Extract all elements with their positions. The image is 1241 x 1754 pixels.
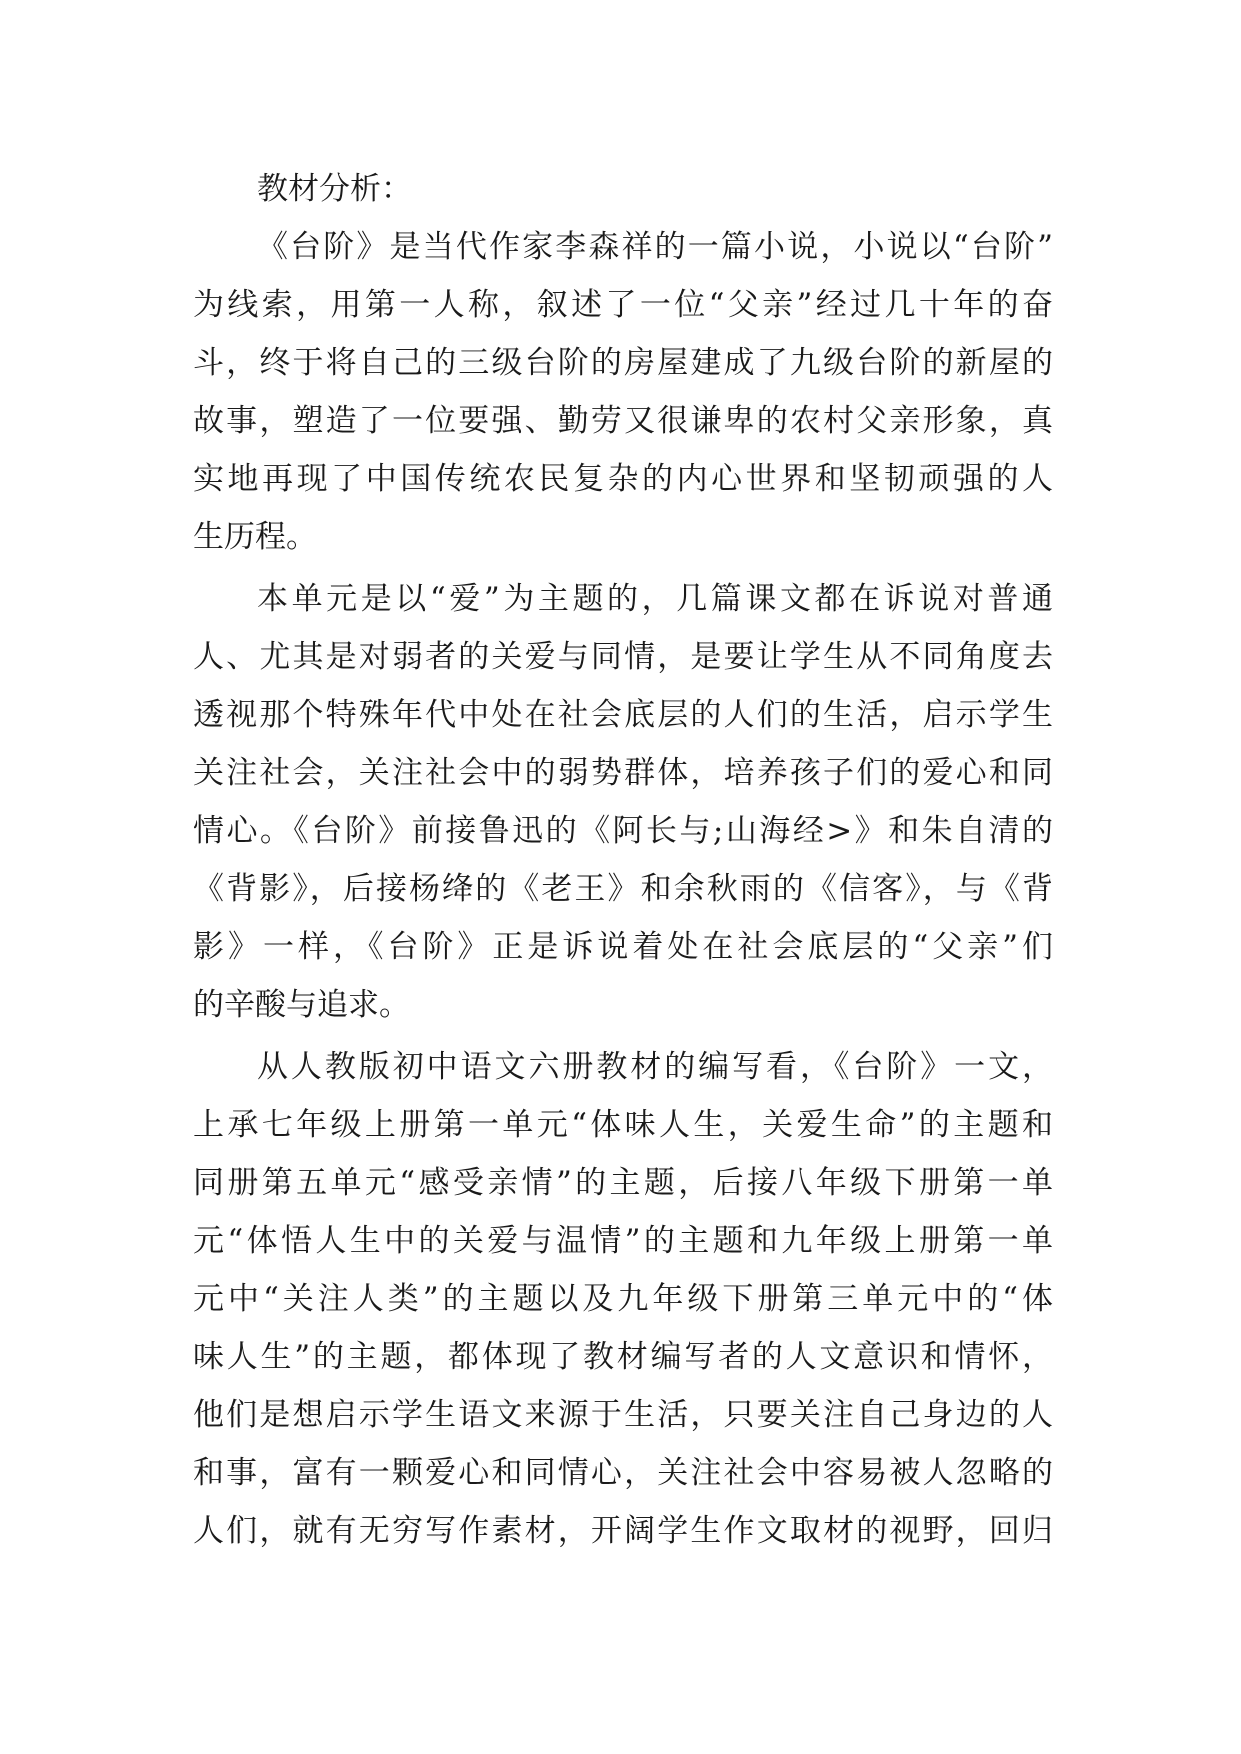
paragraph-line: 从人教版初中语文六册教材的编写看，《台阶》一文，	[257, 1049, 1053, 1085]
paragraph-line: 关注社会，关注社会中的弱势群体，培养孩子们的爱心和同	[193, 755, 1053, 791]
paragraph-line: 元中“关注人类”的主题以及九年级下册第三单元中的“体	[193, 1281, 1053, 1317]
paragraph-line: 味人生”的主题，都体现了教材编写者的人文意识和情怀，	[193, 1339, 1053, 1375]
section-heading: 教材分析：	[257, 171, 412, 207]
paragraph-line: 情心。《台阶》前接鲁迅的《阿长与;山海经>》和朱自清的	[193, 813, 1053, 849]
paragraph-line: 本单元是以“爱”为主题的，几篇课文都在诉说对普通	[257, 581, 1053, 617]
paragraph-line: 同册第五单元“感受亲情”的主题，后接八年级下册第一单	[193, 1165, 1053, 1201]
paragraph-line: 透视那个特殊年代中处在社会底层的人们的生活，启示学生	[193, 697, 1053, 733]
paragraph-line: 他们是想启示学生语文来源于生活，只要关注自己身边的人	[193, 1397, 1053, 1433]
paragraph-line: 元“体悟人生中的关爱与温情”的主题和九年级上册第一单	[193, 1223, 1053, 1259]
document-body	[193, 160, 1053, 1560]
paragraph-3	[193, 1038, 1053, 1560]
paragraph-line: 斗，终于将自己的三级台阶的房屋建成了九级台阶的新屋的	[193, 345, 1053, 381]
paragraph-line: 上承七年级上册第一单元“体味人生，关爱生命”的主题和	[193, 1107, 1053, 1143]
paragraph-line: 实地再现了中国传统农民复杂的内心世界和坚韧顽强的人	[193, 461, 1053, 497]
paragraph-line: 生历程。	[193, 519, 317, 555]
paragraph-line: 的辛酸与追求。	[193, 987, 410, 1023]
paragraph-line: 和事，富有一颗爱心和同情心，关注社会中容易被人忽略的	[193, 1455, 1053, 1491]
paragraph-line: 人们，就有无穷写作素材，开阔学生作文取材的视野，回归	[193, 1513, 1053, 1549]
paragraph-line: 为线索，用第一人称，叙述了一位“父亲”经过几十年的奋	[193, 287, 1053, 323]
paragraph-line: 人、尤其是对弱者的关爱与同情，是要让学生从不同角度去	[193, 639, 1053, 675]
paragraph-line: 故事，塑造了一位要强、勤劳又很谦卑的农村父亲形象，真	[193, 403, 1053, 439]
paragraph-1	[193, 218, 1053, 566]
paragraph-line: 《台阶》是当代作家李森祥的一篇小说，小说以“台阶”	[257, 229, 1053, 265]
paragraph-2	[193, 570, 1053, 1034]
paragraph-line: 《背影》，后接杨绛的《老王》和余秋雨的《信客》，与《背	[193, 871, 1053, 907]
paragraph-line: 影》一样，《台阶》正是诉说着处在社会底层的“父亲”们	[193, 929, 1053, 965]
